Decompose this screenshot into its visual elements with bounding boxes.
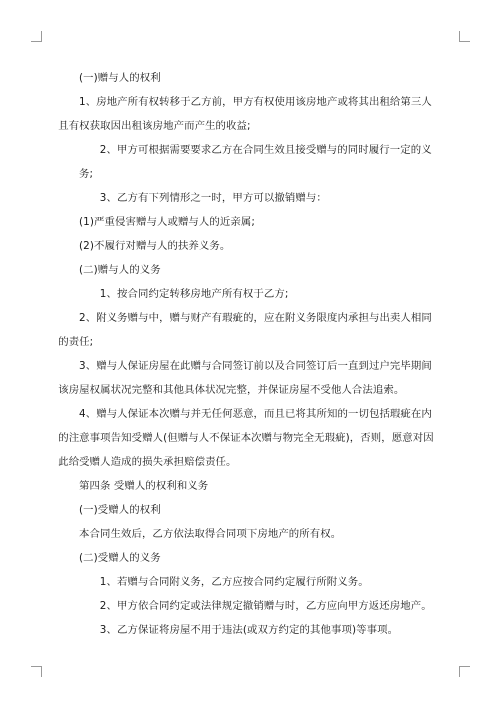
paragraph: (一)受赠人的权利 <box>79 504 161 516</box>
paragraph: 2、甲方可根据需要要求乙方在合同生效且接受赠与的同时履行一定的义务; <box>79 144 432 180</box>
paragraph: (1)严重侵害赠与人或赠与人的近亲属; <box>79 216 255 228</box>
paragraph: (一)赠与人的权利 <box>79 72 161 84</box>
paragraph: 3、乙方保证将房屋不用于违法(或双方约定的其他事项)等事项。 <box>99 624 399 636</box>
paragraph: 2、甲方依合同约定或法律规定撤销赠与时，乙方应向甲方返还房地产。 <box>99 600 432 612</box>
paragraph: 2、附义务赠与中，赠与财产有瑕疵的，应在附义务限度内承担与出卖人相同的责任; <box>58 312 432 348</box>
paragraph: (2)不履行对赠与人的扶养义务。 <box>79 240 231 252</box>
paragraph: 3、乙方有下列情形之一时，甲方可以撤销赠与： <box>99 192 327 204</box>
paragraph: 1、房地产所有权转移于乙方前，甲方有权使用该房地产或将其出租给第三人且有权获取因出租该房地产而产生的收益; <box>58 96 432 132</box>
paragraph: (二)赠与人的义务 <box>79 264 161 276</box>
paragraph: 本合同生效后，乙方依法取得合同项下房地产的所有权。 <box>79 528 342 540</box>
crop-mark-top-right <box>459 31 470 42</box>
crop-mark-bottom-left <box>31 666 42 677</box>
crop-mark-top-left <box>31 31 42 42</box>
paragraph: 3、赠与人保证房屋在此赠与合同签订前以及合同签订后一直到过户完毕期间该房屋权属状况完整和其他具体状况完整，并保证房屋不受他人合法追索。 <box>58 360 432 396</box>
paragraph: 第四条 受赠人的权利和义务 <box>79 480 209 492</box>
paragraph: 1、若赠与合同附义务，乙方应按合同约定履行所附义务。 <box>99 576 369 588</box>
crop-mark-bottom-right <box>459 666 470 677</box>
paragraph: 1、按合同约定转移房地产所有权于乙方; <box>99 288 289 300</box>
document-body <box>58 66 435 642</box>
paragraph: (二)受赠人的义务 <box>79 552 161 564</box>
paragraph: 4、赠与人保证本次赠与并无任何恶意，而且已将其所知的一切包括瑕疵在内的注意事项告知受赠人(但赠与人不保证本次赠与物完全无瑕疵)，否则，愿意对因此给受赠人造成的损失承担赔偿责任。 <box>58 408 434 468</box>
